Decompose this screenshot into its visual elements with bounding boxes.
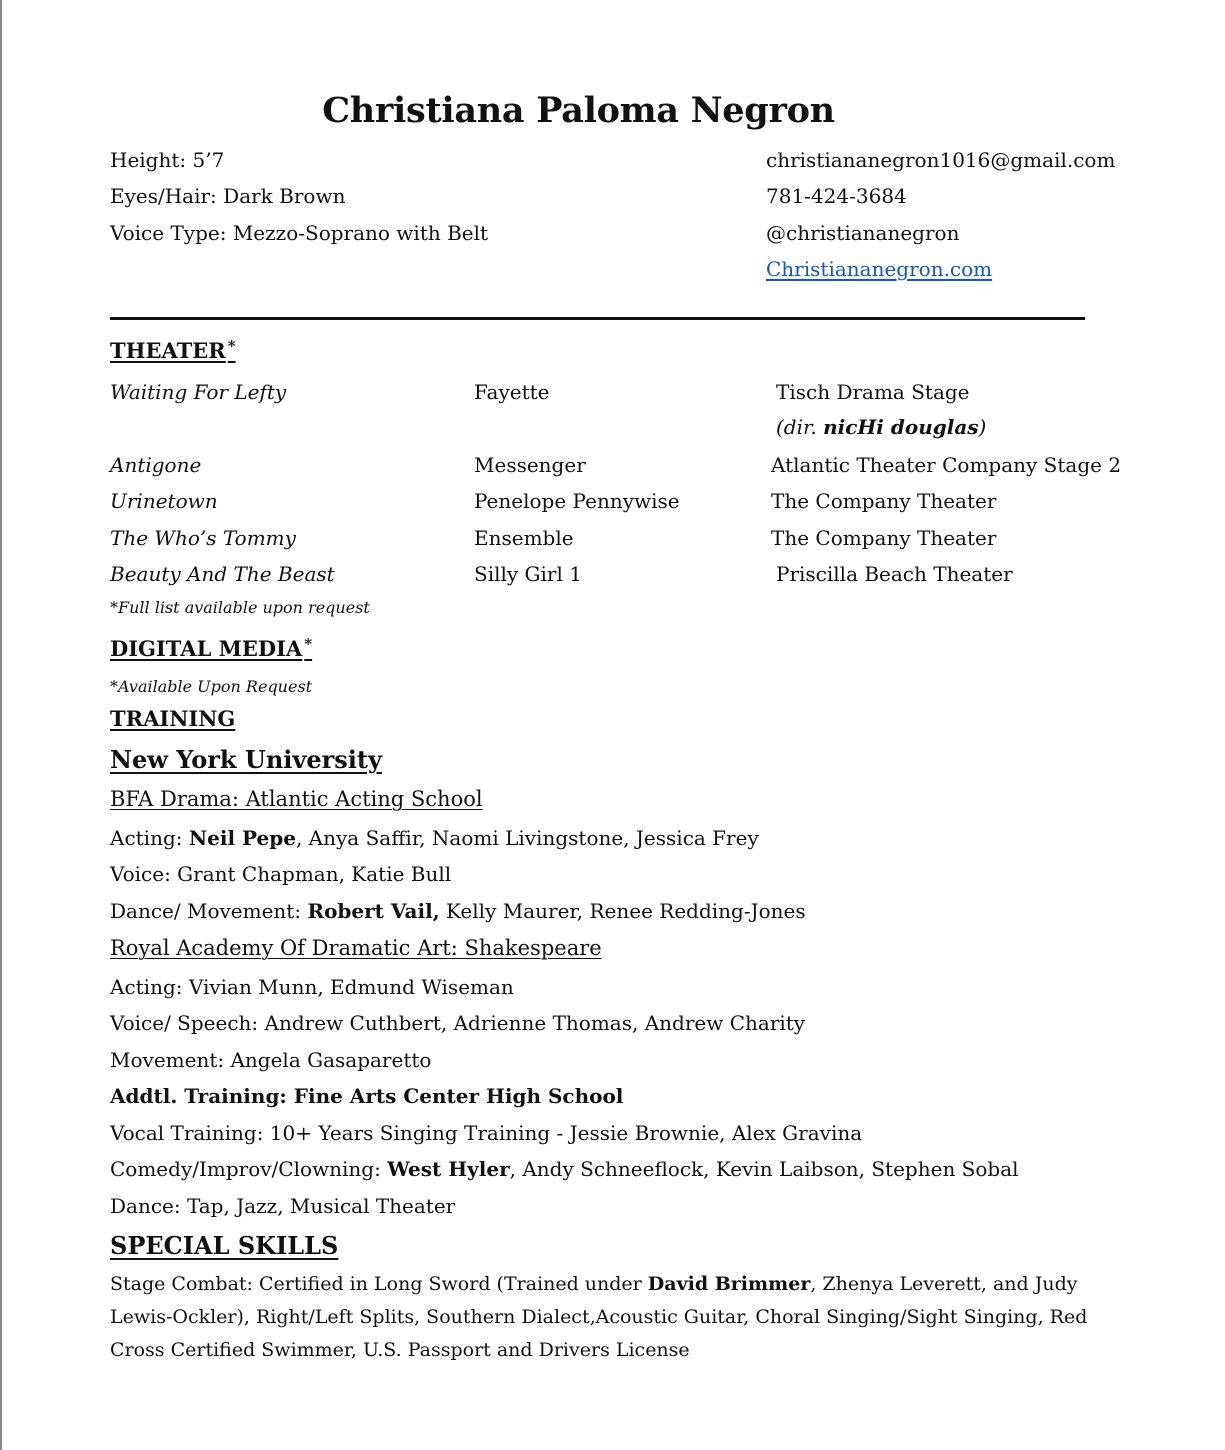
highlight-instructor: Neil Pepe bbox=[188, 826, 296, 850]
credit-venue: The Company Theater bbox=[771, 489, 997, 513]
credit-venue: Priscilla Beach Theater bbox=[776, 562, 1013, 586]
credit-venue: The Company Theater bbox=[771, 526, 997, 550]
social-handle: @christiananegron bbox=[766, 221, 960, 245]
resume-name: Christiana Paloma Negron bbox=[322, 90, 835, 131]
eyes-hair-line: Eyes/Hair: Dark Brown bbox=[110, 184, 346, 208]
digital-media-note: *Available Upon Request bbox=[110, 677, 313, 696]
credit-role: Silly Girl 1 bbox=[474, 562, 582, 586]
highlight-instructor: West Hyler bbox=[387, 1157, 510, 1181]
director-name: nicHi douglas bbox=[823, 415, 979, 439]
credit-role: Penelope Pennywise bbox=[474, 489, 680, 513]
training-line-rada-acting: Acting: Vivian Munn, Edmund Wiseman bbox=[110, 975, 514, 999]
training-line-rada-movement: Movement: Angela Gasaparetto bbox=[110, 1048, 432, 1072]
training-line-comedy: Comedy/Improv/Clowning: West Hyler, Andy Schneeflock, Kevin Laibson, Stephen Sobal bbox=[110, 1157, 1019, 1181]
special-skills-text: Stage Combat: Certified in Long Sword (Trained under David Brimmer, Zhenya Leverett, and Judy Lewis-Ockler), Right/Left Splits, Southern Dialect,Acoustic Guitar, Choral Singing/Sight Singing, Red Cross Certified Swimmer, U.S. Passport and Drivers License bbox=[110, 1273, 1088, 1361]
credit-title: Beauty And The Beast bbox=[110, 562, 335, 586]
highlight-instructor: Robert Vail, bbox=[307, 899, 440, 923]
school-heading: New York University bbox=[110, 745, 382, 774]
additional-training-heading: Addtl. Training: Fine Arts Center High School bbox=[110, 1084, 624, 1108]
credit-role: Messenger bbox=[474, 453, 586, 477]
theater-note: *Full list available upon request bbox=[110, 598, 370, 617]
digital-media-heading: DIGITAL MEDIA * bbox=[110, 635, 313, 661]
credit-title: The Who’s Tommy bbox=[110, 526, 296, 550]
training-line-rada-voice: Voice/ Speech: Andrew Cuthbert, Adrienne Thomas, Andrew Charity bbox=[110, 1011, 806, 1035]
page-border bbox=[0, 0, 2, 1450]
credit-role: Ensemble bbox=[474, 526, 574, 550]
program-heading: BFA Drama: Atlantic Acting School bbox=[110, 787, 483, 811]
email-text: christiananegron1016@gmail.com bbox=[766, 148, 1116, 172]
highlight-instructor: David Brimmer bbox=[647, 1273, 811, 1295]
digital-media-asterisk: * bbox=[304, 635, 313, 653]
special-skills-heading: SPECIAL SKILLS bbox=[110, 1231, 339, 1260]
training-line-vocal: Vocal Training: 10+ Years Singing Training - Jessie Brownie, Alex Gravina bbox=[110, 1121, 863, 1145]
credit-venue: Atlantic Theater Company Stage 2 bbox=[771, 453, 1122, 477]
height-line: Height: 5’7 bbox=[110, 148, 225, 172]
training-line-dance2: Dance: Tap, Jazz, Musical Theater bbox=[110, 1194, 456, 1218]
credit-title: Antigone bbox=[110, 453, 202, 477]
header-divider bbox=[110, 317, 1085, 320]
training-heading: TRAINING bbox=[110, 706, 236, 731]
director-credit: (dir. nicHi douglas) bbox=[776, 415, 987, 439]
training-line-acting: Acting: Neil Pepe, Anya Saffir, Naomi Livingstone, Jessica Frey bbox=[110, 826, 759, 850]
training-line-voice: Voice: Grant Chapman, Katie Bull bbox=[110, 862, 452, 886]
credit-venue: Tisch Drama Stage bbox=[776, 380, 970, 404]
training-line-dance: Dance/ Movement: Robert Vail, Kelly Maurer, Renee Redding-Jones bbox=[110, 899, 806, 923]
credit-role: Fayette bbox=[474, 380, 550, 404]
voice-type-line: Voice Type: Mezzo-Soprano with Belt bbox=[110, 221, 489, 245]
theater-asterisk: * bbox=[227, 337, 236, 355]
program-heading: Royal Academy Of Dramatic Art: Shakespeare bbox=[110, 936, 602, 960]
credit-title: Urinetown bbox=[110, 489, 218, 513]
phone-text: 781-424-3684 bbox=[766, 184, 907, 208]
credit-title: Waiting For Lefty bbox=[110, 380, 287, 404]
website-link[interactable]: Christiananegron.com bbox=[766, 257, 993, 281]
theater-heading: THEATER * bbox=[110, 337, 236, 363]
